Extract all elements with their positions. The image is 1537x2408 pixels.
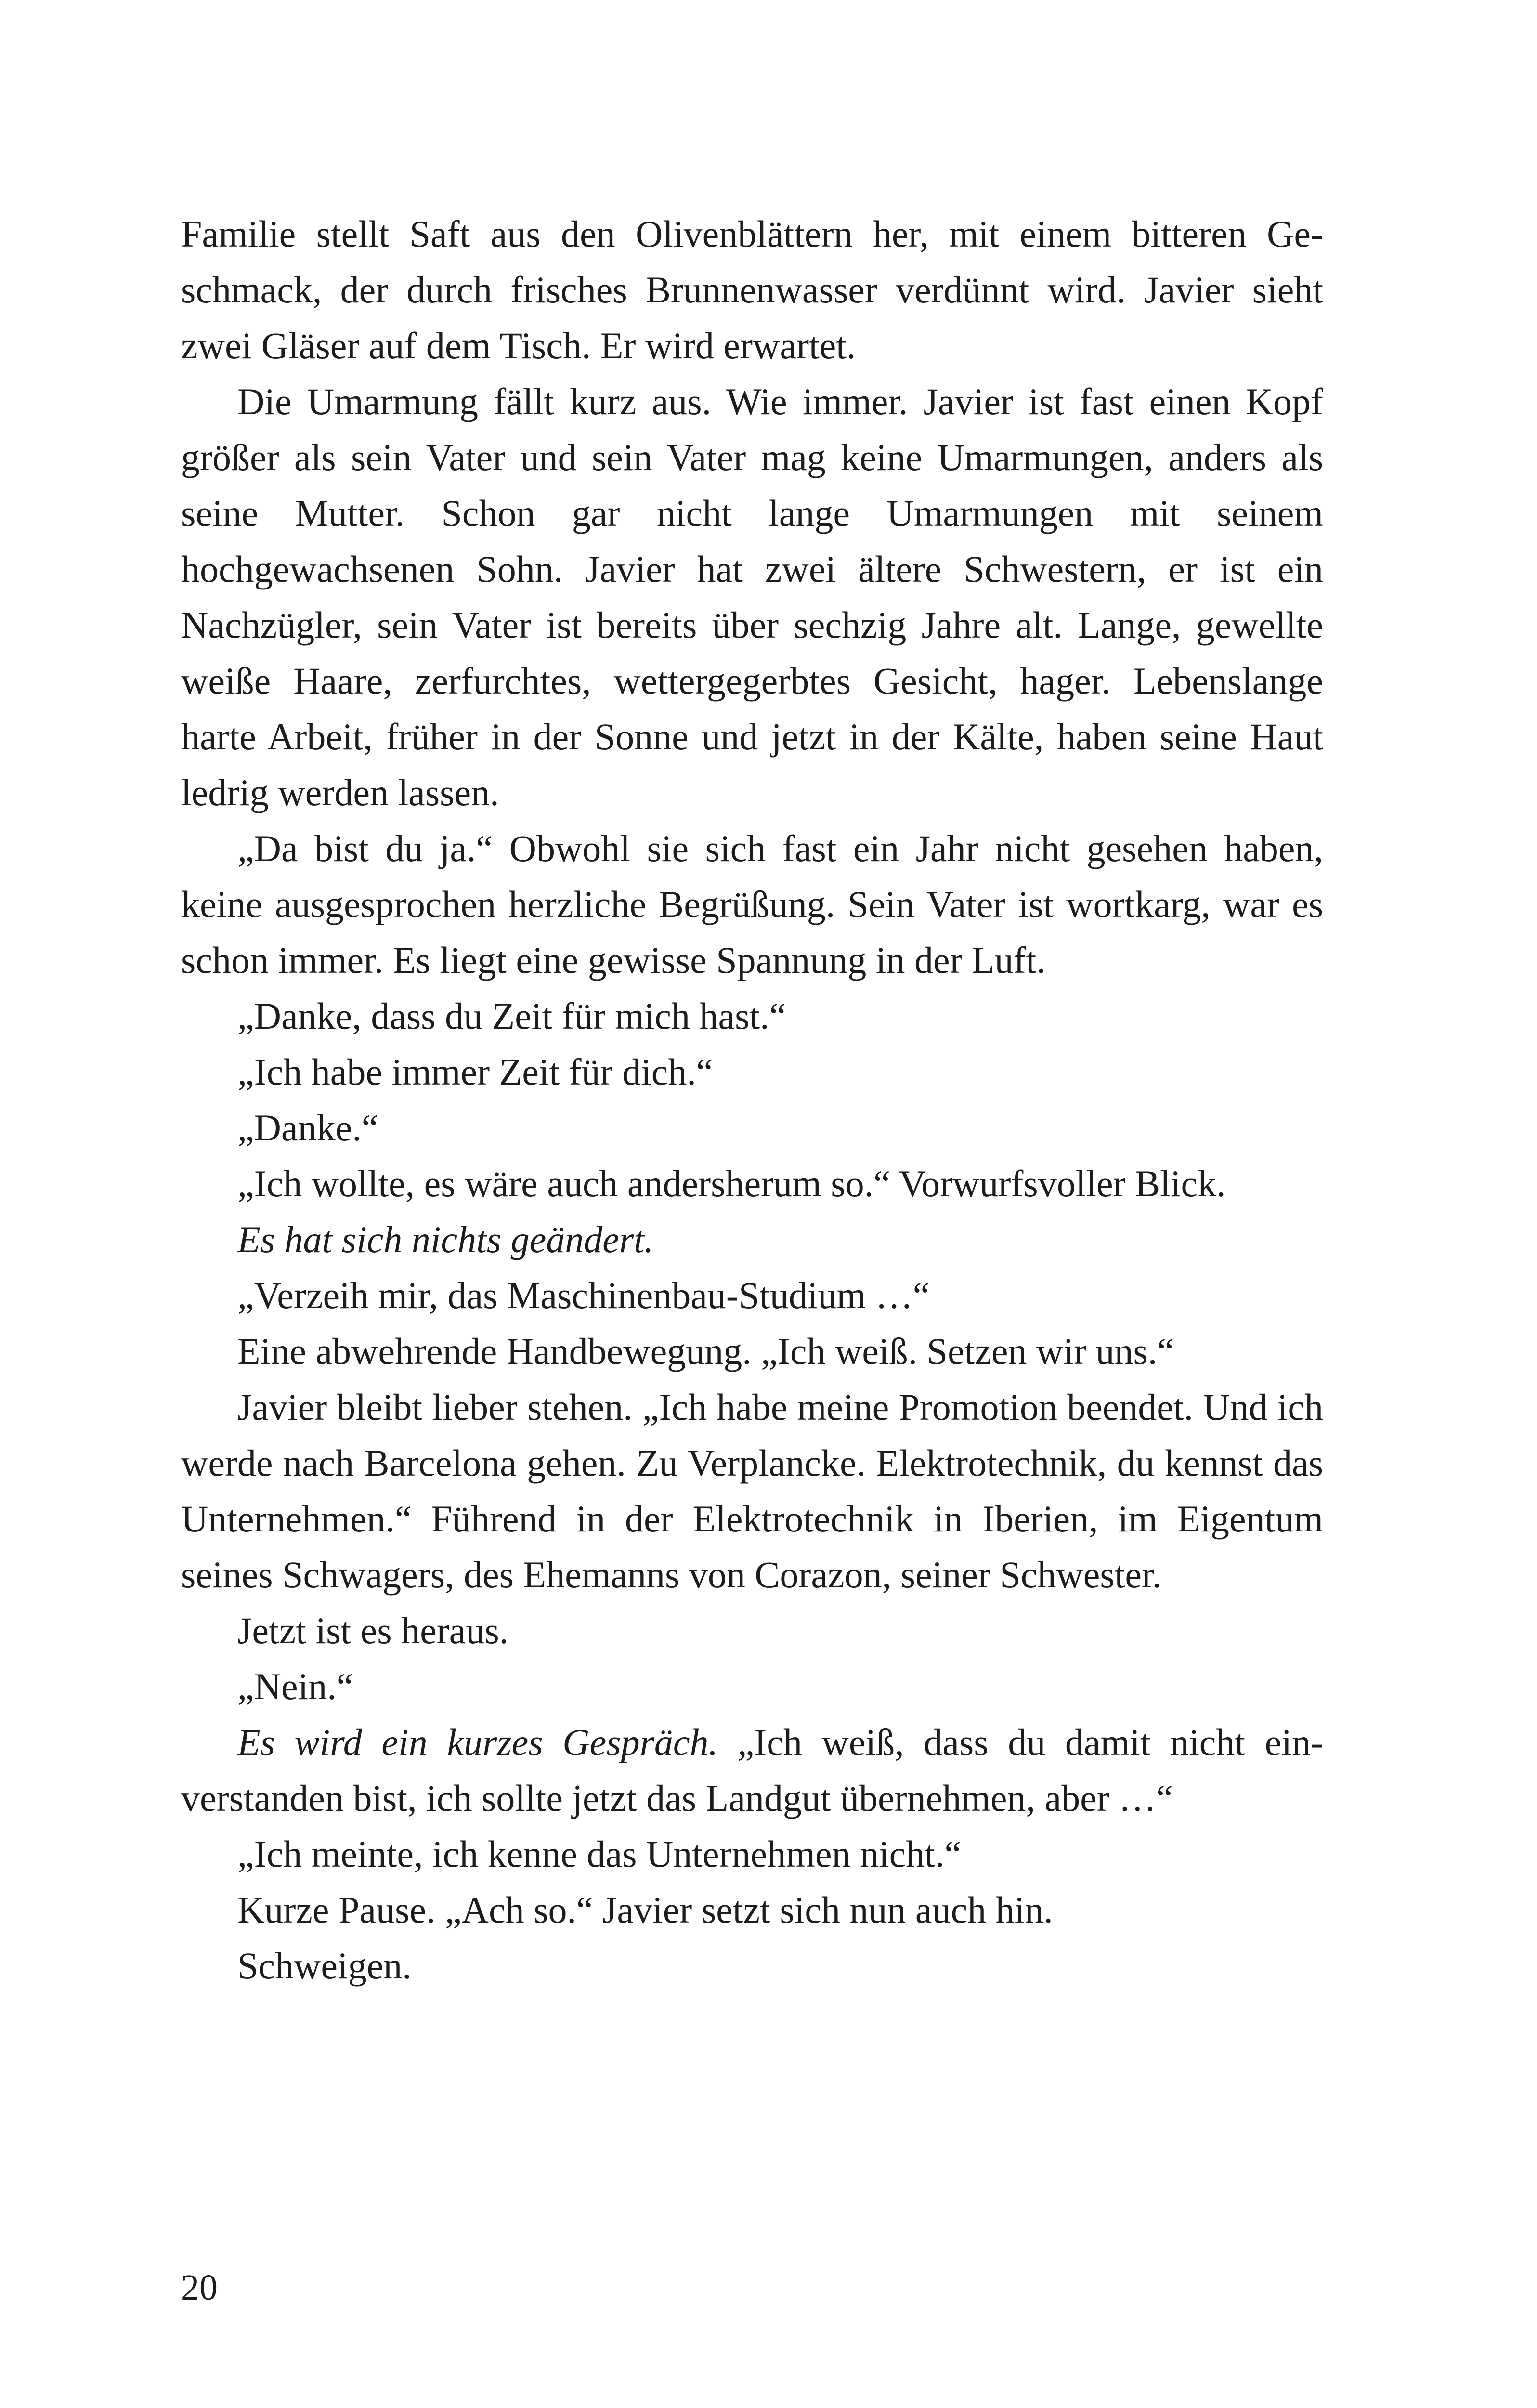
paragraph-text: „Danke, dass du Zeit für mich hast.“ <box>237 995 786 1037</box>
paragraph-text: „Verzeih mir, das Maschinenbau-Studium …“ <box>237 1274 930 1316</box>
dialogue-line <box>181 988 1323 1044</box>
paragraph-text: „Ich weiß, dass du damit nicht einverstanden bist, ich sollte jetzt das Landgut übernehmen, aber …“ <box>181 1721 1323 1819</box>
paragraph <box>181 1379 1323 1603</box>
dialogue-line <box>181 1044 1323 1100</box>
italic-thought <box>181 1212 1323 1268</box>
dialogue-line <box>181 1659 1323 1714</box>
italic-text: Es wird ein kurzes Gespräch. <box>237 1721 718 1763</box>
dialogue-line <box>181 1323 1323 1379</box>
paragraph-text: „Danke.“ <box>237 1107 378 1149</box>
paragraph <box>181 1714 1323 1826</box>
paragraph <box>181 821 1323 988</box>
paragraph <box>181 206 1323 374</box>
paragraph <box>181 1882 1323 1938</box>
dialogue-line <box>181 1100 1323 1156</box>
paragraph-text: Javier bleibt lieber stehen. „Ich habe meine Promotion beendet. Und ich werde nach Barcelona gehen. Zu Verplancke. Elektrotechnik, du kennst das Unternehmen.“ Führend in der Elektrotechnik in Iberien, im Eigentum seines Schwagers, des Ehemanns von Corazon, seiner Schwester. <box>181 1386 1323 1596</box>
page-number: 20 <box>181 2267 218 2308</box>
paragraph <box>181 1603 1323 1659</box>
paragraph-text: Kurze Pause. „Ach so.“ Javier setzt sich nun auch hin. <box>237 1889 1053 1931</box>
dialogue-line <box>181 1826 1323 1882</box>
paragraph-text: „Ich meinte, ich kenne das Unternehmen nicht.“ <box>237 1833 962 1875</box>
paragraph-text: „Nein.“ <box>237 1665 353 1707</box>
paragraph-text: „Ich wollte, es wäre auch andersherum so.“ Vorwurfsvoller Blick. <box>237 1163 1226 1204</box>
paragraph-text: Schweigen. <box>237 1945 412 1987</box>
paragraph-text: Die Umarmung fällt kurz aus. Wie immer. Javier ist fast einen Kopf größer als sein Vater und sein Vater mag keine Umarmungen, anders als seine Mutter. Schon gar nicht lange Umarmungen mit seinem hochgewachsenen Sohn. Javier hat zwei ältere Schwestern, er ist ein Nachzügler, sein Vater ist bereits über sechzig Jahre alt. Lange, gewellte weiße Haare, zerfurchtes, wettergegerbtes Gesicht, hager. Lebenslange harte Arbeit, früher in der Sonne und jetzt in der Kälte, haben seine Haut ledrig werden lassen. <box>181 380 1323 813</box>
body-text <box>181 206 1323 1994</box>
paragraph <box>181 374 1323 821</box>
paragraph-text: „Da bist du ja.“ Obwohl sie sich fast ein Jahr nicht gesehen haben, keine ausgesprochen herzliche Begrüßung. Sein Vater ist wortkarg, war es schon immer. Es liegt eine gewisse Spannung in der Luft. <box>181 827 1323 981</box>
paragraph-text: Jetzt ist es heraus. <box>237 1610 509 1651</box>
paragraph-text: „Ich habe immer Zeit für dich.“ <box>237 1051 713 1093</box>
paragraph-text: Familie stellt Saft aus den Olivenblättern her, mit einem bitteren Geschmack, der durch frisches Brunnenwasser verdünnt wird. Javier sieht zwei Gläser auf dem Tisch. Er wird erwartet. <box>181 213 1323 366</box>
dialogue-line <box>181 1268 1323 1323</box>
paragraph <box>181 1938 1323 1994</box>
paragraph-text: Eine abwehrende Handbewegung. „Ich weiß. Setzen wir uns.“ <box>237 1330 1174 1372</box>
italic-text: Es hat sich nichts geändert. <box>237 1218 654 1260</box>
dialogue-line <box>181 1156 1323 1212</box>
